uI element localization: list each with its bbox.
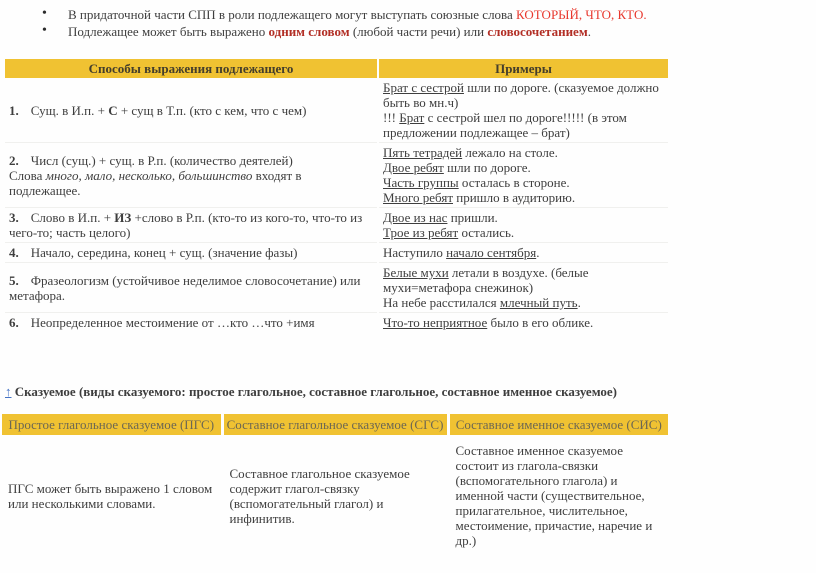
method-text [9,103,373,118]
text-segment: Брат [399,110,425,125]
text-segment: Двое ребят [383,160,444,175]
t2-header-sis: Составное именное сказуемое (СИС) [448,414,668,435]
table-row [5,143,668,208]
t1-example-cell [378,208,668,243]
table-row [2,435,668,556]
example-text [383,225,664,240]
method-text [9,273,373,303]
example-text [383,245,664,260]
text-segment: Сказуемое (виды сказуемого: простое глагольное, составное глагольное, составное именное сказуемое) [14,384,617,399]
text-segment: Что-то неприятное [383,315,488,330]
text-segment: !!! [383,110,400,125]
text-segment: одним словом [268,24,350,39]
text-segment: Пять тетрадей [383,145,463,160]
text-segment: входят в подлежащее. [9,167,302,198]
table-row [5,263,668,313]
text-segment: с сестрой шел по дороге!!!!! (в этом предложении подлежащее – брат) [383,110,627,140]
item-number: 3. [9,210,19,225]
text-segment: летали в воздухе. (белые мухи=метафора снежинок) [383,265,589,295]
method-text [9,168,373,198]
example-text [383,315,664,330]
t1-method-cell [5,78,378,143]
text-segment: . [577,295,581,310]
text-segment: Белые мухи [383,265,449,280]
subject-expression-table [5,59,668,332]
notes-list [40,6,816,40]
t1-example-cell [378,143,668,208]
method-text [9,245,373,260]
text-segment: С [108,102,118,118]
example-text [383,190,664,205]
text-segment: Наступило [383,245,447,260]
text-segment: Брат с сестрой [383,80,464,95]
text-segment: пришли. [447,210,498,225]
example-text [383,210,664,225]
t1-method-cell [5,313,378,333]
text-segment: лежало на столе. [462,145,558,160]
text-segment: Подлежащее может быть выражено [68,24,269,39]
t2-cell-sis: Составное именное сказуемое состоит из глагола-связки (вспомогательного глагола) и именной части (существительное, прилагательное, числительное, местоимение, причастие, наречие и др.) [448,435,668,556]
text-segment: ИЗ [114,210,132,225]
t1-example-cell [378,313,668,333]
text-segment: КОТОРЫЙ, ЧТО, КТО. [516,7,647,22]
note-item [40,23,816,40]
t1-header-methods: Способы выражения подлежащего [5,59,378,78]
table-row [5,313,668,333]
text-segment: осталась в стороне. [458,175,570,190]
text-segment: шли по дороге. [443,160,531,175]
item-number: 2. [9,152,19,168]
example-text [383,80,664,110]
text-segment: Числ (сущ.) + сущ. в Р.п. (количество деятелей) [30,152,293,168]
method-text [9,153,373,168]
example-text [383,175,664,190]
item-number: 5. [9,272,19,288]
example-text [383,110,664,140]
example-text [383,160,664,175]
text-segment: словосочетанием [487,24,588,39]
item-number: 1. [9,102,19,118]
text-segment: Часть группы [383,175,459,190]
text-segment: шли по дороге. (сказуемое должно быть во мн.ч) [383,80,659,110]
table-header-row [5,59,668,78]
text-segment: + сущ в Т.п. (кто с кем, что с чем) [117,102,307,118]
text-segment: пришло в аудиторию. [453,190,576,205]
example-text [383,145,664,160]
t1-example-cell [378,243,668,263]
item-number: 4. [9,245,19,260]
predicate-section-title [5,384,816,399]
text-segment: Сущ. в И.п. + [30,102,109,118]
text-segment: (любой части речи) или [349,24,488,39]
t2-header-sgs: Составное глагольное сказуемое (СГС) [222,414,448,435]
text-segment: В придаточной части СПП в роли подлежащего могут выступать союзные слова [68,7,517,22]
t1-example-cell [378,263,668,313]
example-text [383,295,664,310]
t1-method-cell [5,208,378,243]
t1-method-cell [5,143,378,208]
t2-cell-pgs: ПГС может быть выражено 1 словом или несколькими словами. [8,480,213,511]
method-text [9,315,373,330]
text-segment: Трое из ребят [383,225,459,240]
example-text [383,265,664,295]
text-segment: Много ребят [383,190,453,205]
text-segment: . [536,245,540,260]
table-row [5,208,668,243]
note-item [40,6,816,23]
t1-method-cell [5,243,378,263]
text-segment: Начало, середина, конец + сущ. (значение фазы) [30,245,298,260]
table-row [5,78,668,143]
text-segment: Неопределенное местоимение от …кто …что +имя [30,315,315,330]
text-segment: На небе расстилался [383,295,500,310]
text-segment: Двое из нас [383,210,448,225]
predicate-types-table [2,414,668,556]
document-page [0,6,816,556]
table-header-row [2,414,668,435]
method-text [9,210,373,240]
text-segment: Слова [9,167,46,183]
text-segment: млечный путь [499,295,578,310]
t1-method-cell [5,263,378,313]
text-segment: +слово в Р.п. (кто-то из кого-то, что-то из чего-то; часть целого) [9,210,363,240]
t2-header-pgs: Простое глагольное сказуемое (ПГС) [2,414,222,435]
table-row [5,243,668,263]
up-arrow-link[interactable]: ↑ [5,384,12,399]
t1-example-cell [378,78,668,143]
t2-cell-sgs: Составное глагольное сказуемое содержит глагол-связку (вспомогательный глагол) и инфинитив. [222,435,448,556]
text-segment: начало сентября [446,245,537,260]
text-segment: Слово в И.п. + [30,210,115,225]
text-segment: Фразеологизм (устойчивое неделимое словосочетание) или метафора. [9,272,361,303]
text-segment: много, мало, несколько, большинство [45,167,253,183]
text-segment: было в его облике. [487,315,594,330]
item-number: 6. [9,315,19,330]
text-segment: . [587,24,591,39]
text-segment: остались. [458,225,515,240]
t1-header-examples: Примеры [378,59,668,78]
